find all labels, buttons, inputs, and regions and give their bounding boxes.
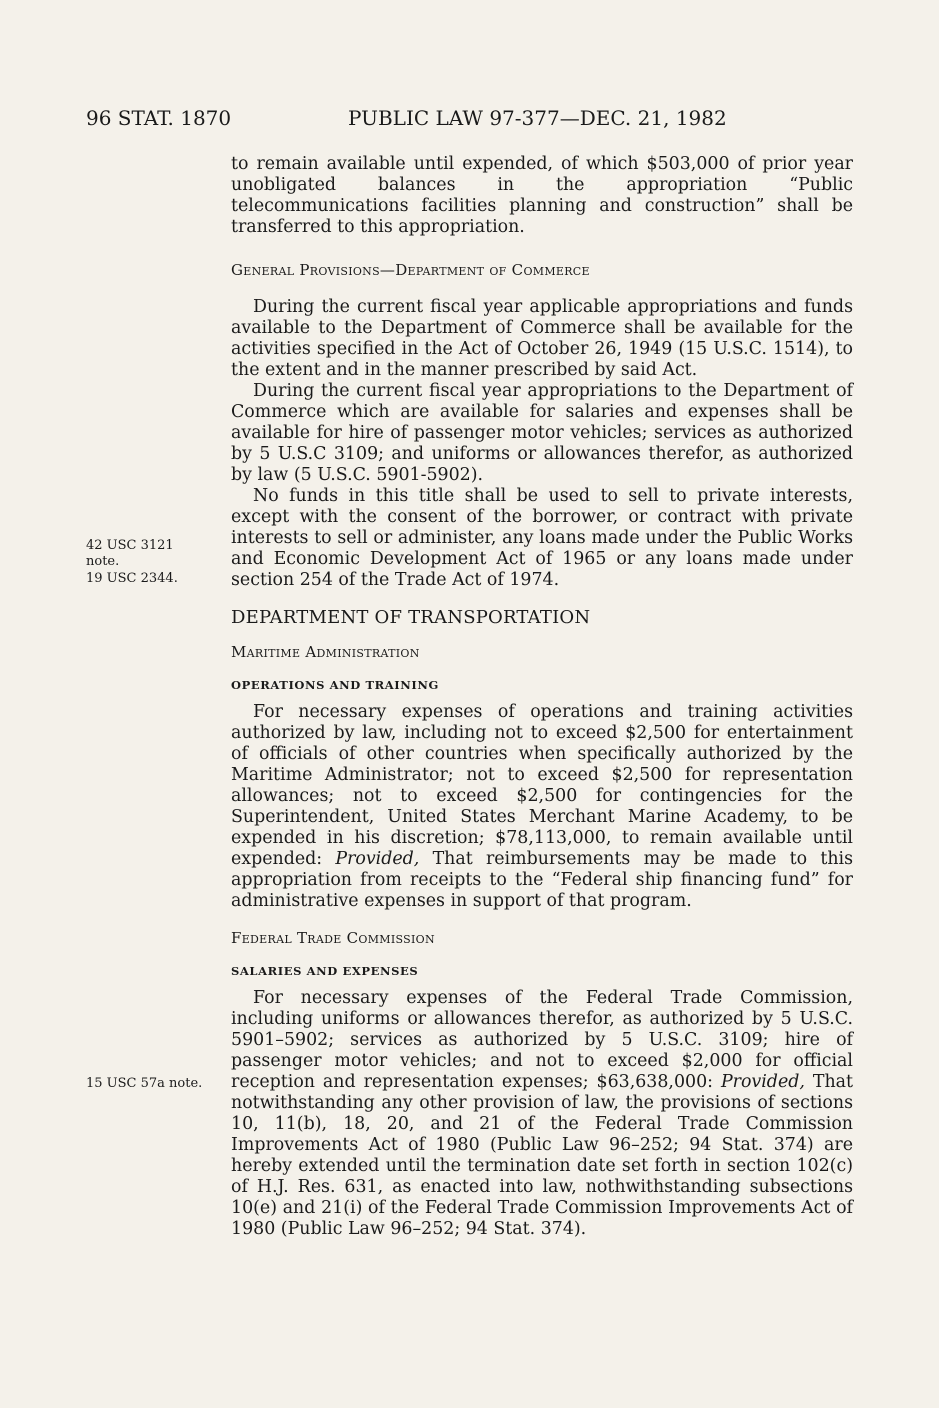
paragraph-gp-1: During the current fiscal year applicable appropriations and funds available to the Department of Commerce shall be available for the activities specified in the Act of October 26, 1949 (15 U.S.C. 1514), to the extent and in the manner prescribed by said Act. (231, 297, 853, 380)
heading-salaries-expenses: SALARIES AND EXPENSES (231, 964, 419, 978)
margin-note-19-usc: 19 USC 2344. (86, 571, 178, 586)
paragraph-ftc: For necessary expenses of the Federal Trade Commission, including uniforms or allowances therefor, as authorized by 5 U.S.C. 5901–5902; services as authorized by 5 U.S.C. 3109; hire of passenger motor vehicles; and not to exceed $2,000 for official reception and representation expenses; $63,638,000: Provided, That notwithstanding any other provision of law, the provisions of sections 10, 11(b), 18, 20, and 21 of the Federal Trade Commission Improvements Act of 1980 (Public Law 96–252; 94 Stat. 374) are hereby extended until the termination date set forth in section 102(c) of H.J. Res. 631, as enacted into law, nothwithstanding subsections 10(e) and 21(i) of the Federal Trade Commission Improvements Act of 1980 (Public Law 96–252; 94 Stat. 374). (231, 988, 853, 1239)
running-header (86, 106, 852, 132)
paragraph-gp-2: During the current fiscal year appropriations to the Department of Commerce which are available for salaries and expenses shall be available for hire of passenger motor vehicles; services as authorized by 5 U.S.C 3109; and uniforms or allowances therefor, as authorized by law (5 U.S.C. 5901-5902). (231, 381, 853, 485)
paragraph-gp-3: No funds in this title shall be used to sell to private interests, except with the consent of the borrower, or contract with private interests to sell or administer, any loans made under the Public Works and Economic Development Act of 1965 or any loans made under section 254 of the Trade Act of 1974. (231, 486, 853, 590)
continuation-paragraph: to remain available until expended, of which $503,000 of prior year unobligated balances in the appropriation “Public telecommunications facilities planning and construction” shall be transferred to this appropriation. (231, 154, 853, 237)
margin-note-42-usc: 42 USC 3121 note. (86, 538, 174, 569)
heading-operations-training: OPERATIONS AND TRAINING (231, 678, 439, 692)
heading-federal-trade-commission: Federal Trade Commission (231, 929, 435, 947)
heading-dept-transportation: DEPARTMENT OF TRANSPORTATION (231, 607, 591, 628)
heading-general-provisions: General Provisions—Department of Commerce (231, 261, 590, 279)
heading-maritime-administration: Maritime Administration (231, 643, 420, 661)
body-text (231, 154, 853, 1240)
law-title: PUBLIC LAW 97-377—DEC. 21, 1982 (348, 106, 727, 130)
margin-note-15-usc: 15 USC 57a note. (86, 1076, 203, 1091)
stat-page-number: 96 STAT. 1870 (86, 106, 232, 130)
paragraph-operations: For necessary expenses of operations and training activities authorized by law, including not to exceed $2,500 for entertainment of officials of other countries when specifically authorized by the Maritime Administrator; not to exceed $2,500 for representation allowances; not to exceed $2,500 for contingencies for the Superintendent, United States Merchant Marine Academy, to be expended in his discretion; $78,113,000, to remain available until expended: Provided, That reimbursements may be made to this appropriation from receipts to the “Federal ship financing fund” for administrative expenses in support of that program. (231, 702, 854, 911)
